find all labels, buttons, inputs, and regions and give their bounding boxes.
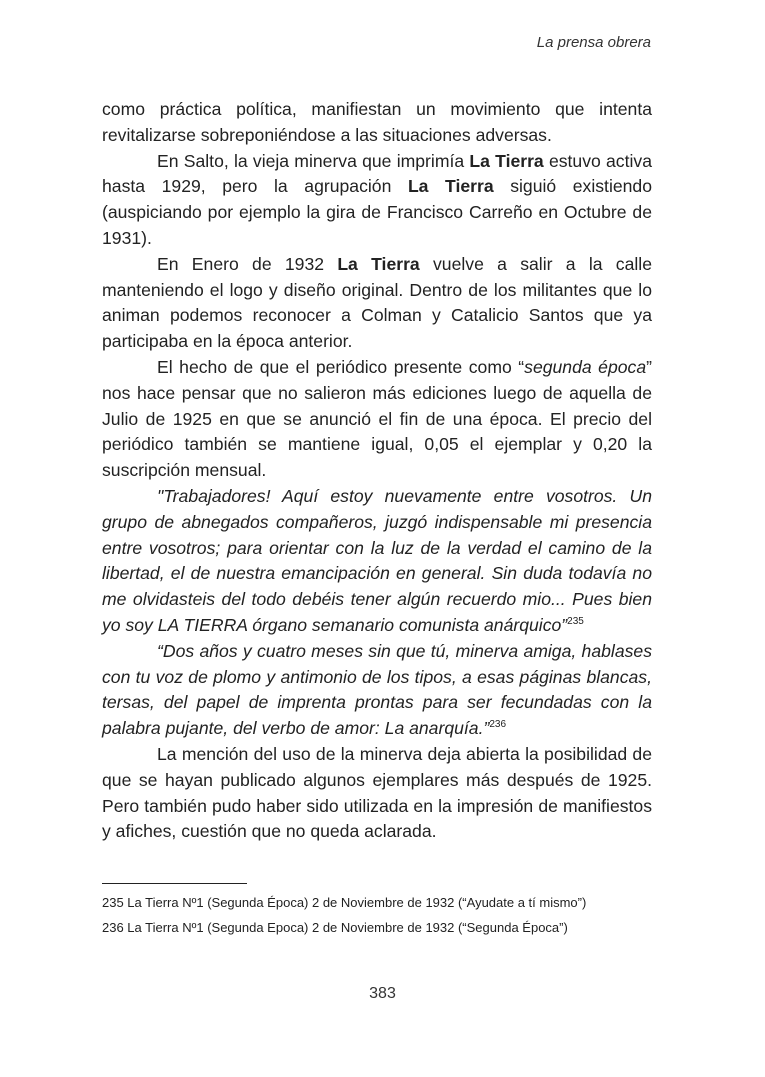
quote-dos-anos [102, 639, 652, 742]
bold-title: La Tierra [469, 150, 544, 171]
footnotes [102, 890, 662, 940]
paragraph-minerva: La mención del uso de la minerva deja abierta la posibilidad de que se hayan publicado algunos ejemplares más después de 1925. Pero también pudo haber sido utilizada en la impresión de manifiestos y afiches, cuestión que no queda aclarada. [102, 743, 652, 842]
footnote-ref-235[interactable]: 235 [567, 616, 584, 628]
text-run: estuvo activa hasta 1929, pero la agrupación [102, 150, 652, 197]
body-text [102, 97, 652, 845]
footnote-ref-236[interactable]: 236 [489, 719, 507, 731]
text-run: El hecho de que el periódico presente como “ [157, 356, 525, 377]
italic-term: segunda época [524, 356, 647, 377]
bold-title: La Tierra [407, 176, 494, 197]
paragraph-enero-1932 [102, 252, 652, 355]
text-run: siguió existiendo (auspiciando por ejemplo la gira de Francisco Carreño en Octubre de 1931). [102, 176, 652, 248]
text-run: En Enero de 1932 [157, 253, 338, 274]
quote-text: “Dos años y cuatro meses sin que tú, minerva amiga, hablases con tu voz de plomo y antimonio de los tipos, a esas páginas blancas, tersas, del papel de imprenta prontas para ser fecundadas con la palabra pujante, del verbo de amor: La anarquía.” [102, 640, 652, 739]
text-run: En Salto, la vieja minerva que imprimía [157, 150, 470, 171]
running-header: La prensa obrera [536, 34, 651, 51]
text-run: vuelve a salir a la calle manteniendo el logo y diseño original. Dentro de los militantes que lo animan podemos reconocer a Colman y Catalicio Santos que ya participaba en la época anterior. [102, 253, 652, 352]
quote-text: "Trabajadores! Aquí estoy nuevamente entre vosotros. Un grupo de abnegados compañeros, juzgó indispensable mi presencia entre vosotros; para orientar con la luz de la verdad el camino de la libertad, el de nuestra emancipación en general. Sin duda todavía no me olvidasteis del todo debéis tener algún recuerdo mio... Pues bien yo soy LA TIERRA órgano semanario comunista anárquico” [102, 485, 652, 635]
page-number: 383 [369, 985, 396, 1002]
footnote-235: 235 La Tierra Nº1 (Segunda Época) 2 de Noviembre de 1932 (“Ayudate a tí mismo”) [102, 895, 587, 910]
bold-title: La Tierra [337, 253, 420, 274]
text-run: ” nos hace pensar que no salieron más ediciones luego de aquella de Julio de 1925 en que se anunció el fin de una época. El precio del periódico también se mantiene igual, 0,05 el ejemplar y 0,20 la suscripción mensual. [102, 356, 652, 481]
quote-trabajadores [102, 484, 652, 639]
paragraph-salto [102, 149, 652, 252]
footnote-236: 236 La Tierra Nº1 (Segunda Epoca) 2 de Noviembre de 1932 (“Segunda Época”) [102, 920, 568, 935]
paragraph-segunda-epoca [102, 355, 652, 484]
footnote-divider [102, 883, 247, 884]
paragraph-continuation: como práctica política, manifiestan un movimiento que intenta revitalizarse sobreponiéndose a las situaciones adversas. [102, 99, 652, 145]
